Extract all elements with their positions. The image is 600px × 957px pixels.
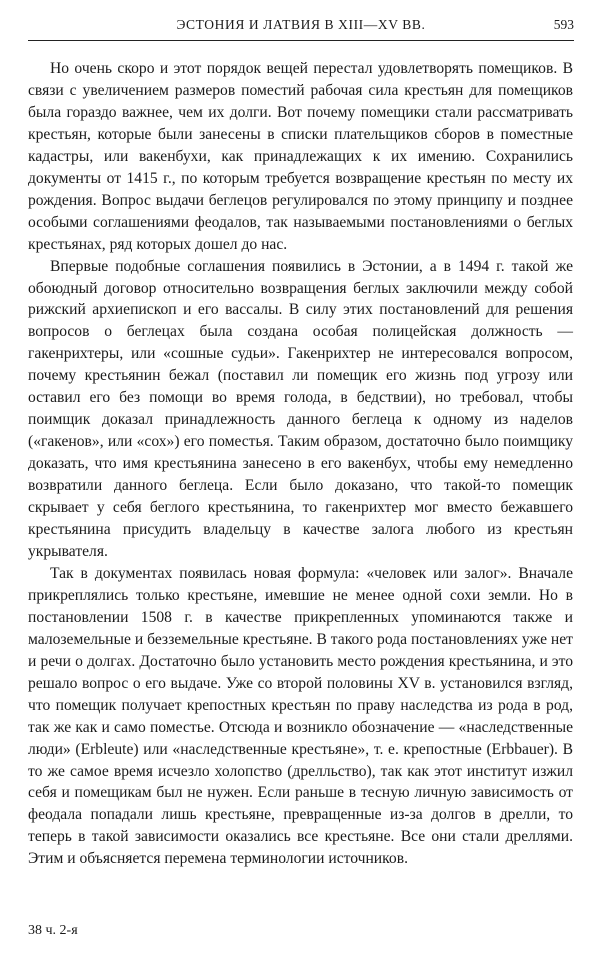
page-number: 593 — [553, 17, 574, 32]
body-text — [28, 58, 573, 870]
signature-mark: 38 ч. 2-я — [28, 923, 78, 938]
running-head — [28, 13, 574, 37]
paragraph-3: Так в документах появилась новая формула: «человек или залог». Вначале прикреплялись только крестьяне, имевшие не менее одной сохи земли. Но в постановлении 1508 г. в качестве прикрепленных упоминаются также и малоземельные и безземельные крестьяне. В такого рода постановлениях уже нет и речи о долгах. Достаточно было установить место рождения крестьянина, и это решало вопрос о его выдаче. Уже со второй половины XV в. установился взгляд, что помещик получает крепостных крестьян по праву наследства из рода в род, так же как и само поместье. Отсюда и возникло обозначение — «наследственные люди» (Erbleute) или «наследственные крестьяне», т. е. крепостные (Erbbauer). В то же самое время исчезло холопство (дрелльство), так как этот институт изжил себя и помещикам был не нужен. Если раньше в тесную личную зависимость от феодала попадали лишь крестьяне, превращенные из-за долгов в дрелли, то теперь в такой зависимости оказались все крестьяне. Все они стали дреллями. Этим и объясняется перемена терминологии источников. — [28, 564, 573, 868]
paragraph-2: Впервые подобные соглашения появились в Эстонии, а в 1494 г. такой же обоюдный договор относительно возвращения беглых заключили между собой рижский архиепископ и его вассалы. В силу этих постановлений для решения вопросов о беглецах была создана особая полицейская должность — гакенрихтеры, или «сошные судьи». Гакенрихтер не интересовался вопросом, почему крестьянин бежал (поставил ли помещик его жизнь под угрозу или оставил его без помощи во время голода, в бедствии), но требовал, чтобы поимщик доказал принадлежность данного беглеца к одному из наделов («гакенов», или «сох») его поместья. Таким образом, достаточно было поимщику доказать, что имя крестьянина занесено в его вакенбух, чтобы ему немедленно возвратили данного беглеца. Если было доказано, что такой-то помещик скрывает у себя беглого крестьянина, то гакенрихтер мог вместо бежавшего крестьянина присудить владельцу в качестве залога любого из крестьян укрывателя. — [28, 257, 573, 560]
header-rule — [28, 40, 574, 41]
paragraph-1: Но очень скоро и этот порядок вещей перестал удовлетворять помещиков. В связи с увеличением размеров поместий рабочая сила крестьян для помещиков была гораздо важнее, чем их долги. Вот почему помещики стали рассматривать крестьян, которые были занесены в списки плательщиков сборов в поместные кадастры, или вакенбухи, как принадлежащих к их имению. Сохранились документы от 1415 г., по которым требуется возвращение крестьян по месту их рождения. Вопрос выдачи беглецов регулировался по этому принципу и позднее особыми соглашениями феодалов, так называемыми постановлениями о беглых крестьянах, ряд которых дошел до нас. — [28, 60, 573, 253]
running-title: ЭСТОНИЯ И ЛАТВИЯ В XIII—XV ВВ. — [176, 17, 426, 32]
